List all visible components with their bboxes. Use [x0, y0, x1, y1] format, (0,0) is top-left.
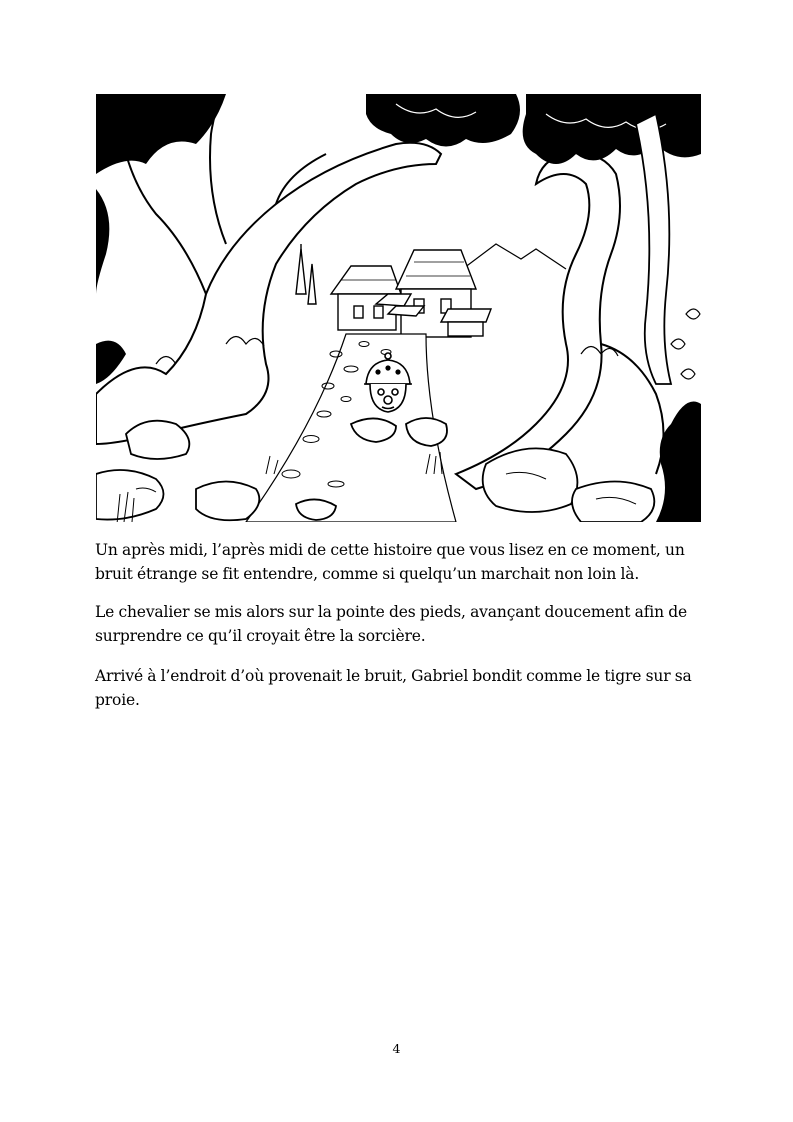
story-paragraph-2: Le chevalier se mis alors sur la pointe des pieds, avançant doucement afin de surprendre ce qu’il croyait être la sorcière. [95, 603, 688, 645]
story-illustration [96, 94, 701, 522]
page-number: 4 [392, 1041, 401, 1056]
story-paragraph-3: Arrivé à l’endroit d’où provenait le bruit, Gabriel bondit comme le tigre sur sa proie. [95, 667, 692, 709]
forest-village-drawing [96, 94, 701, 522]
story-paragraph-1: Un après midi, l’après midi de cette histoire que vous lisez en ce moment, un bruit étrange se fit entendre, comme si quelqu’un marchait non loin là. [95, 541, 685, 583]
